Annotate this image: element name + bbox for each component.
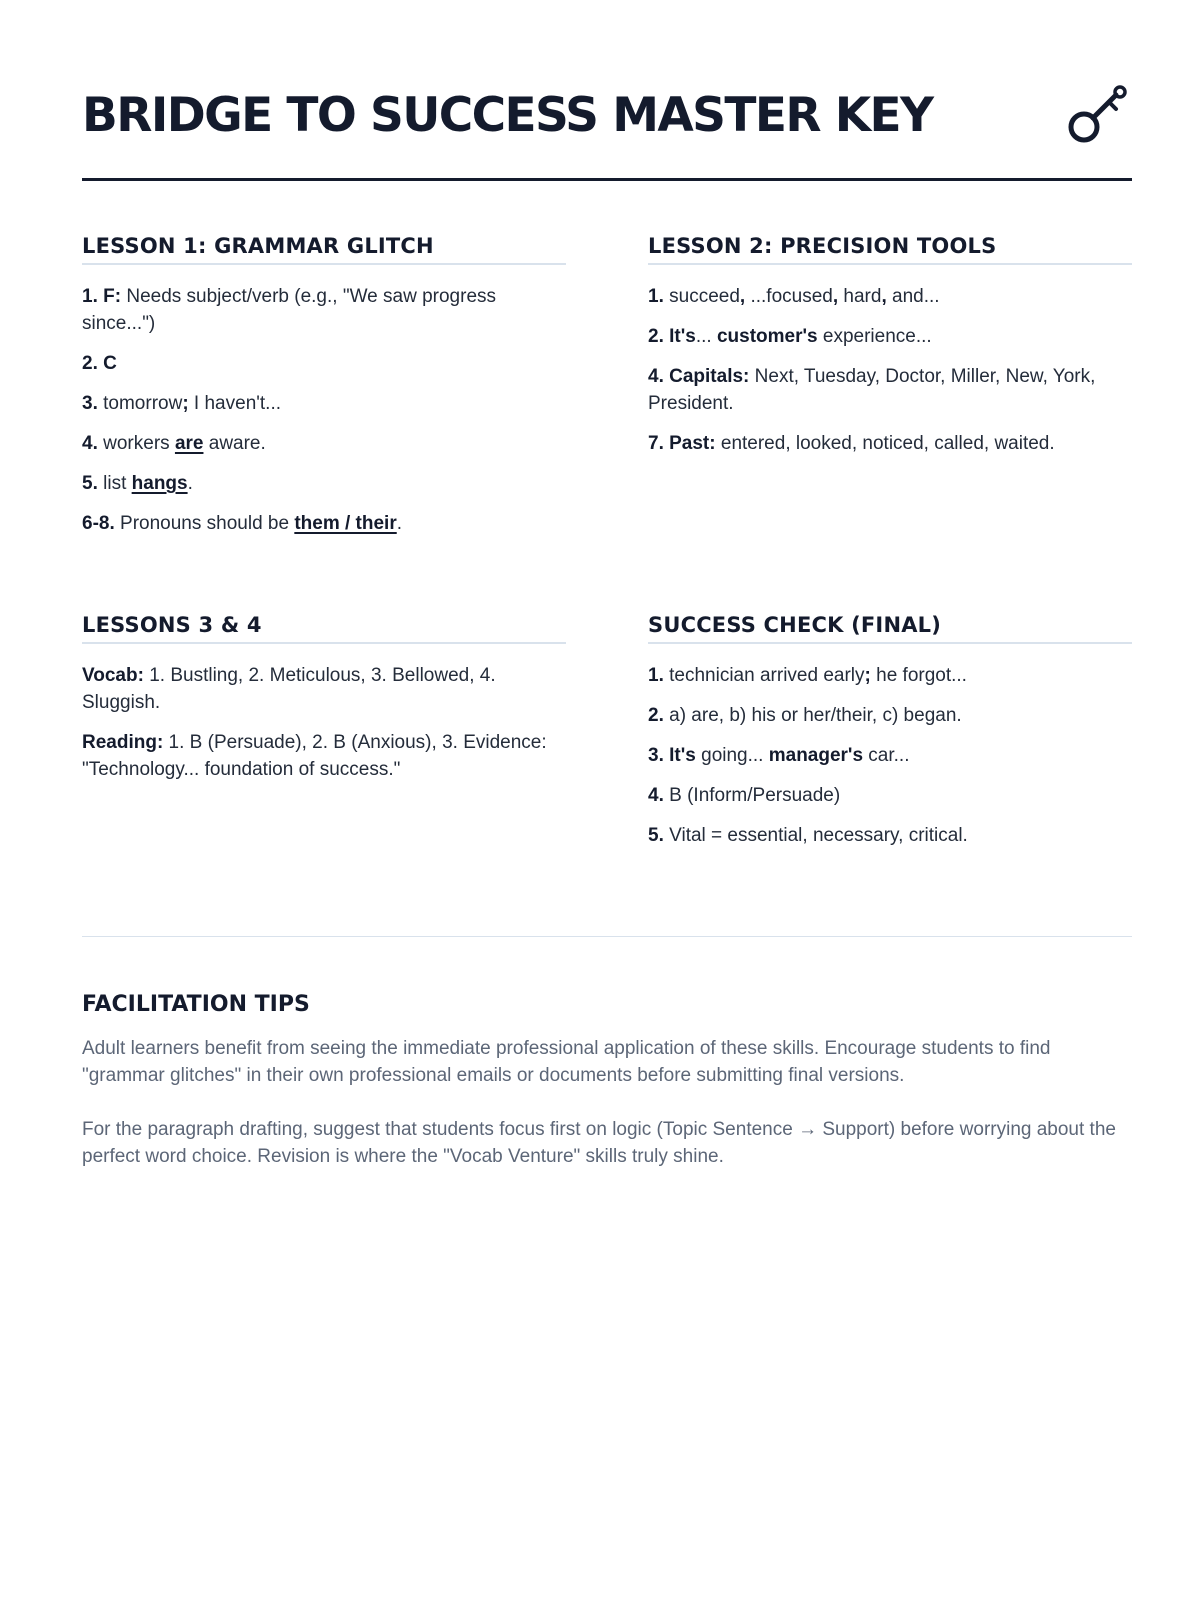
item-number: 2. C <box>82 353 117 374</box>
item-number: 3. <box>82 393 98 414</box>
success-check-section <box>648 613 1132 862</box>
item-correction: them / their <box>294 513 397 534</box>
item-correction: hangs <box>131 473 188 494</box>
answer-item <box>82 662 566 716</box>
item-number: 4. Capitals: <box>648 366 750 387</box>
answer-item <box>648 662 1132 689</box>
item-correction: are <box>174 433 204 454</box>
item-text: experience... <box>817 326 932 347</box>
section-divider <box>82 936 1132 937</box>
item-label: Reading: <box>82 732 164 753</box>
item-number: 6-8. <box>82 513 115 534</box>
item-text: car... <box>863 745 910 766</box>
item-text: Vital = essential, necessary, critical. <box>663 825 968 846</box>
item-text: . <box>187 473 193 494</box>
item-text: entered, looked, noticed, called, waited. <box>715 433 1055 454</box>
key-icon <box>1066 82 1130 146</box>
section-title: SUCCESS CHECK (FINAL) <box>648 613 1132 644</box>
answer-item <box>82 470 566 497</box>
item-number: 1. F: <box>82 286 122 307</box>
item-text: tomorrow <box>97 393 183 414</box>
tips-title: FACILITATION TIPS <box>82 992 310 1017</box>
item-number: 2. <box>648 326 664 347</box>
page-title: BRIDGE TO SUCCESS MASTER KEY <box>82 88 933 143</box>
lessons-3-4-section <box>82 613 566 796</box>
item-text: succeed <box>663 286 740 307</box>
item-emphasis: , <box>881 286 887 307</box>
item-number: 3. <box>648 745 664 766</box>
item-text: ... <box>695 326 717 347</box>
section-title: LESSON 1: GRAMMAR GLITCH <box>82 234 566 265</box>
item-emphasis: ; <box>182 393 189 414</box>
lesson-2-section <box>648 234 1132 470</box>
item-text: technician arrived early <box>663 665 865 686</box>
item-number: 4. <box>648 785 664 806</box>
item-text: ...focused <box>745 286 833 307</box>
answer-item <box>648 430 1132 457</box>
answer-item <box>648 702 1132 729</box>
lesson-1-section <box>82 234 566 550</box>
tips-paragraph: Adult learners benefit from seeing the immediate professional application of these skills. Encourage students to find "grammar glitches" in their own professional emails or documents before submitting final versions. <box>82 1038 1051 1086</box>
answer-item <box>648 283 1132 310</box>
tips-paragraph: For the paragraph drafting, suggest that students focus first on logic (Topic Sentence → Support) before worrying about the perfect word choice. Revision is where the "Vocab Venture" skills truly shine. <box>82 1119 1116 1167</box>
item-text: workers <box>97 433 175 454</box>
answer-item <box>648 742 1132 769</box>
item-text: Pronouns should be <box>114 513 295 534</box>
facilitation-tips <box>82 992 1132 1197</box>
item-label: Vocab: <box>82 665 144 686</box>
item-emphasis: , <box>832 286 839 307</box>
item-number: 2. <box>648 705 664 726</box>
section-title: LESSONS 3 & 4 <box>82 613 566 644</box>
item-text: a) are, b) his or her/their, c) began. <box>663 705 962 726</box>
item-number: 5. <box>82 473 98 494</box>
item-text: list <box>97 473 132 494</box>
answer-item <box>648 363 1132 417</box>
item-text: I haven't... <box>188 393 282 414</box>
item-text: he forgot... <box>870 665 967 686</box>
item-emphasis: ; <box>864 665 871 686</box>
answer-item <box>648 822 1132 849</box>
answer-item <box>82 430 566 457</box>
item-emphasis: customer's <box>716 326 818 347</box>
item-text: Next, Tuesday, Doctor, Miller, New, York, President. <box>648 366 1096 414</box>
answer-item <box>82 390 566 417</box>
answer-item <box>82 729 566 783</box>
answer-item <box>648 782 1132 809</box>
item-text: B (Inform/Persuade) <box>663 785 841 806</box>
item-number: 1. <box>648 286 664 307</box>
item-emphasis: , <box>739 286 746 307</box>
answer-item <box>82 350 566 377</box>
item-text: 1. Bustling, 2. Meticulous, 3. Bellowed, 4. Sluggish. <box>82 665 496 713</box>
item-text: hard <box>838 286 882 307</box>
answer-item <box>648 323 1132 350</box>
item-text: aware. <box>203 433 266 454</box>
item-text: 1. B (Persuade), 2. B (Anxious), 3. Evidence: "Technology... foundation of success." <box>82 732 547 780</box>
item-number: 5. <box>648 825 664 846</box>
item-number: 7. Past: <box>648 433 716 454</box>
section-title: LESSON 2: PRECISION TOOLS <box>648 234 1132 265</box>
item-number: 1. <box>648 665 664 686</box>
item-text: Needs subject/verb (e.g., "We saw progress since...") <box>82 286 497 334</box>
item-emphasis: It's <box>663 745 696 766</box>
item-text: and... <box>886 286 940 307</box>
item-text: going... <box>695 745 769 766</box>
item-emphasis: It's <box>663 326 696 347</box>
answer-item <box>82 283 566 337</box>
item-number: 4. <box>82 433 98 454</box>
page-header <box>82 70 1132 181</box>
answer-item <box>82 510 566 537</box>
item-emphasis: manager's <box>768 745 864 766</box>
item-text: . <box>396 513 403 534</box>
